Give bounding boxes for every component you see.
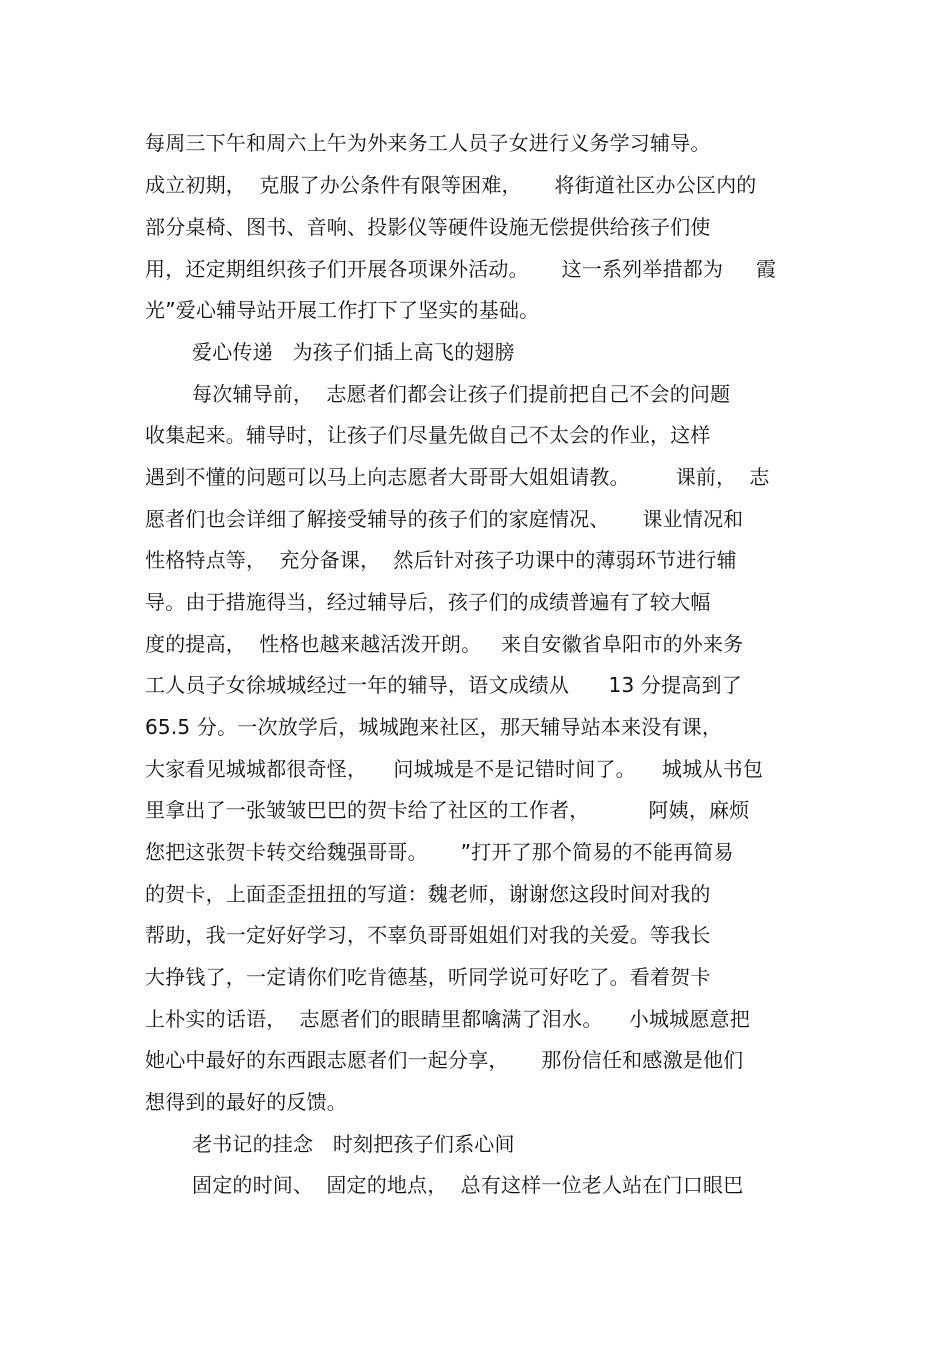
text-line: 每周三下午和周六上午为外来务工人员子女进行义务学习辅导。 xyxy=(145,131,711,155)
text-line: 愿者们也会详细了解接受辅导的孩子们的家庭情况、 课业情况和 xyxy=(145,507,744,531)
text-line: 度的提高， 性格也越来越活泼开朗。 来自安徽省阜阳市的外来务 xyxy=(145,632,744,656)
text-line: 的贺卡，上面歪歪扭扭的写道：魏老师，谢谢您这段时间对我的 xyxy=(145,882,711,906)
text-line: 部分桌椅、图书、音响、投影仪等硬件设施无偿提供给孩子们使 xyxy=(145,215,711,239)
text-line: 大家看见城城都很奇怪， 问城城是不是记错时间了。 城城从书包 xyxy=(145,757,764,781)
text-line: 每次辅导前， 志愿者们都会让孩子们提前把自己不会的问题 xyxy=(192,382,731,406)
text-line: 收集起来。辅导时，让孩子们尽量先做自己不太会的作业，这样 xyxy=(145,423,711,447)
text-line: 成立初期， 克服了办公条件有限等困难， 将街道社区办公区内的 xyxy=(145,173,757,197)
text-line: 65.5 分。一次放学后，城城跑来社区，那天辅导站本来没有课， xyxy=(145,715,723,739)
text-line: 光”爱心辅导站开展工作打下了坚实的基础。 xyxy=(145,298,540,322)
section-heading: 爱心传递 为孩子们插上高飞的翅膀 xyxy=(192,340,515,364)
text-line: 工人员子女徐城城经过一年的辅导，语文成绩从 13 分提高到了 xyxy=(145,673,742,697)
text-line: 想得到的最好的反馈。 xyxy=(145,1090,347,1114)
text-line: 大挣钱了，一定请你们吃肯德基，听同学说可好吃了。看着贺卡 xyxy=(145,965,711,989)
text-line: 用，还定期组织孩子们开展各项课外活动。 这一系列举措都为 霞 xyxy=(145,257,777,281)
text-line: 固定的时间、 固定的地点， 总有这样一位老人站在门口眼巴 xyxy=(192,1173,744,1197)
text-line: 导。由于措施得当，经过辅导后，孩子们的成绩普遍有了较大幅 xyxy=(145,590,711,614)
text-line: 遇到不懂的问题可以马上向志愿者大哥哥大姐姐请教。 课前， 志 xyxy=(145,465,770,489)
text-line: 帮助，我一定好好学习，不辜负哥哥姐姐们对我的关爱。等我长 xyxy=(145,923,711,947)
text-line: 里拿出了一张皱皱巴巴的贺卡给了社区的工作者， 阿姨，麻烦 xyxy=(145,798,750,822)
section-heading: 老书记的挂念 时刻把孩子们系心间 xyxy=(192,1132,515,1156)
text-line: 您把这张贺卡转交给魏强哥哥。 ”打开了那个简易的不能再简易 xyxy=(145,840,734,864)
text-line: 性格特点等， 充分备课， 然后针对孩子功课中的薄弱环节进行辅 xyxy=(145,548,737,572)
text-line: 上朴实的话语， 志愿者们的眼睛里都噙满了泪水。 小城城愿意把 xyxy=(145,1007,750,1031)
text-line: 她心中最好的东西跟志愿者们一起分享， 那份信任和感激是他们 xyxy=(145,1048,744,1072)
